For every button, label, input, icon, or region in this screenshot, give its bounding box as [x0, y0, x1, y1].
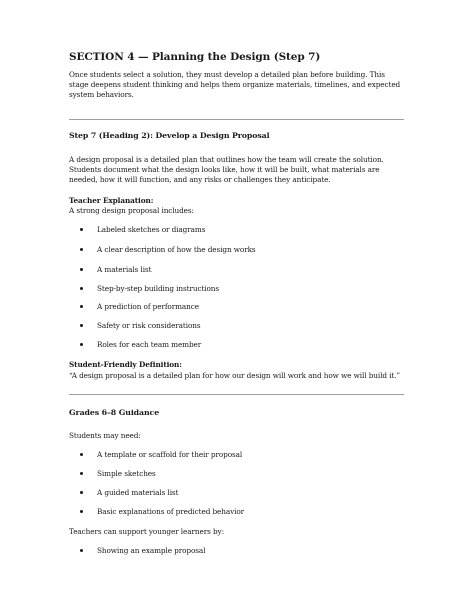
bullet-icon	[80, 472, 83, 475]
student-definition-text: “A design proposal is a detailed plan for how our design will work and how we will build it.”	[69, 371, 401, 380]
list-item-text: Safety or risk considerations	[97, 321, 201, 330]
list-item-text: Showing an example proposal	[97, 546, 206, 555]
step7-paragraph-line-1: A design proposal is a detailed plan that outlines how the team will create the solution.	[69, 155, 384, 164]
bullet-icon	[80, 343, 83, 346]
bullet-icon	[80, 287, 83, 290]
step7-paragraph-line-2: Students document what the design looks like, how it will be built, what materials are	[69, 165, 380, 174]
step7-paragraph-line-3: needed, how it will function, and any risks or challenges they anticipate.	[69, 175, 331, 184]
list-item-text: A template or scaffold for their proposal	[97, 450, 243, 459]
divider	[69, 119, 404, 120]
bullet-icon	[80, 248, 83, 251]
bullet-icon	[80, 453, 83, 456]
bullet-icon	[80, 491, 83, 494]
students-intro: Students may need:	[69, 431, 141, 440]
list-item-text: Roles for each team member	[97, 340, 202, 349]
intro-line-1: Once students select a solution, they must develop a detailed plan before building. This	[69, 70, 385, 79]
list-item-text: Labeled sketches or diagrams	[97, 225, 206, 234]
section-title: SECTION 4 — Planning the Design (Step 7)	[69, 51, 321, 63]
bullet-icon	[80, 268, 83, 271]
teachers-intro: Teachers can support younger learners by:	[69, 527, 224, 536]
list-item-text: A prediction of performance	[97, 302, 199, 311]
bullet-icon	[80, 305, 83, 308]
bullet-icon	[80, 228, 83, 231]
bullet-icon	[80, 324, 83, 327]
list-item-text: A clear description of how the design works	[97, 245, 256, 254]
grades-heading: Grades 6–8 Guidance	[69, 408, 160, 417]
teacher-explanation-label: Teacher Explanation:	[69, 196, 154, 205]
list-item-text: A guided materials list	[97, 488, 179, 497]
student-definition-label: Student-Friendly Definition:	[69, 360, 182, 369]
bullet-icon	[80, 549, 83, 552]
list-item-text: Step-by-step building instructions	[97, 284, 220, 293]
bullet-icon	[80, 510, 83, 513]
step7-heading: Step 7 (Heading 2): Develop a Design Proposal	[69, 131, 270, 140]
teacher-explanation-intro: A strong design proposal includes:	[69, 206, 194, 215]
intro-line-3: system behaviors.	[69, 90, 134, 99]
divider	[69, 394, 404, 395]
intro-line-2: stage deepens student thinking and helps them organize materials, timelines, and expected	[69, 80, 401, 89]
list-item-text: Simple sketches	[97, 469, 156, 478]
list-item-text: A materials list	[97, 265, 152, 274]
list-item-text: Basic explanations of predicted behavior	[97, 507, 245, 516]
